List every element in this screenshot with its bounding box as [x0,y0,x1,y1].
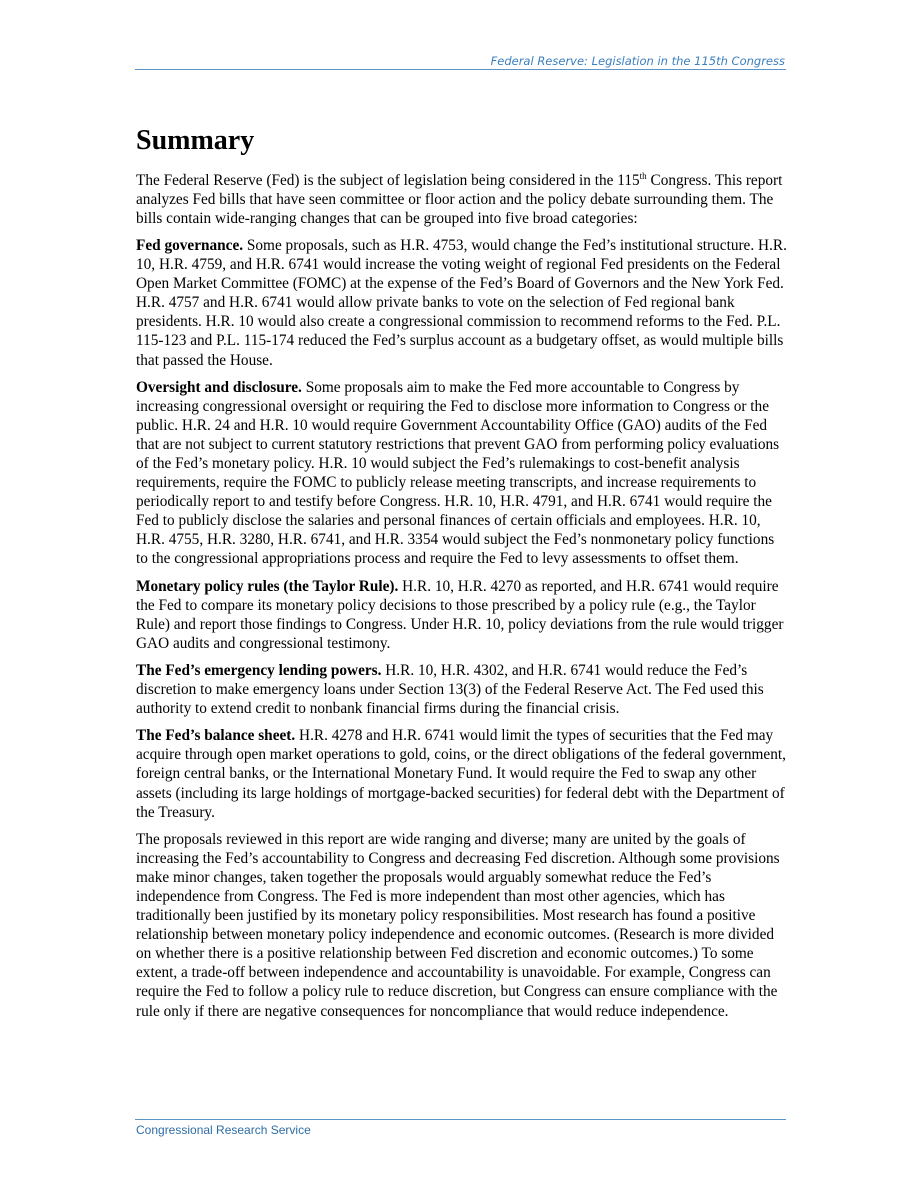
intro-text-end: Congress. This report analyzes Fed bills that have seen committee or floor action and the policy debate surrounding them. The bills contain wide-ranging changes that can be grouped into five broad categories: [136,171,783,227]
category-emergency-lending [136,661,788,718]
category-fed-governance [136,236,788,370]
running-header: Federal Reserve: Legislation in the 115th Congress [490,54,785,68]
category-heading: Oversight and disclosure. [136,378,302,396]
page-content [136,124,788,1029]
conclusion-paragraph: The proposals reviewed in this report are wide ranging and diverse; many are united by the goals of increasing the Fed’s accountability to Congress and decreasing Fed discretion. Although some provisions make minor changes, taken together the proposals would arguably somewhat reduce the Fed’s independence from Congress. The Fed is more independent than most other agencies, which has traditionally been justified by its monetary policy responsibilities. Most research has found a positive relationship between monetary policy independence and economic outcomes. (Research is more divided on whether there is a positive relationship between Fed discretion and economic outcomes.) To some extent, a trade-off between independence and accountability is unavoidable. For example, Congress can require the Fed to follow a policy rule to reduce discretion, but Congress can ensure compliance with the rule only if there are negative consequences for noncompliance that would reduce independence. [136,830,780,1020]
category-heading: The Fed’s emergency lending powers. [136,661,382,679]
category-oversight-disclosure [136,378,788,569]
page-title: Summary [136,125,255,156]
intro-text-start: The Federal Reserve (Fed) is the subject of legislation being considered in the 115 [136,171,640,189]
category-heading: The Fed’s balance sheet. [136,727,296,745]
category-text: H.R. 10, H.R. 4302, and H.R. 6741 would reduce the Fed’s discretion to make emergency loans under Section 13(3) of the Federal Reserve Act. The Fed used this authority to extend credit to nonbank financial firms during the financial crisis. [136,661,764,718]
ordinal-suffix: th [639,170,647,181]
category-heading: Fed governance. [136,236,244,254]
footer-organization: Congressional Research Service [136,1123,311,1137]
category-text: Some proposals, such as H.R. 4753, would change the Fed’s institutional structure. H.R. 10, H.R. 4759, and H.R. 6741 would increase the voting weight of regional Fed presidents on the Federal Open Market Committee (FOMC) at the expense of the Fed’s Board of Governors and the New York Fed. H.R. 4757 and H.R. 6741 would allow private banks to vote on the selection of Fed regional bank presidents. H.R. 10 would also create a congressional commission to recommend reforms to the Fed. P.L. 115-123 and P.L. 115-174 reduced the Fed’s surplus account as a budgetary offset, as would multiple bills that passed the House. [136,236,787,369]
category-text: H.R. 4278 and H.R. 6741 would limit the types of securities that the Fed may acquire through open market operations to gold, coins, or the direct obligations of the federal government, foreign central banks, or the International Monetary Fund. It would require the Fed to swap any other assets (including its large holdings of mortgage-backed securities) for federal debt with the Department of the Treasury. [136,727,786,821]
category-balance-sheet [136,726,788,821]
category-heading: Monetary policy rules (the Taylor Rule). [136,577,399,595]
category-text: Some proposals aim to make the Fed more accountable to Congress by increasing congressional oversight or requiring the Fed to disclose more information to Congress or the public. H.R. 24 and H.R. 10 would require Government Accountability Office (GAO) audits of the Fed that are not subject to current statutory restrictions that prevent GAO from performing policy evaluations of the Fed’s monetary policy. H.R. 10 would subject the Fed’s rulemakings to cost-benefit analysis requirements, require the FOMC to publicly release meeting transcripts, and increase requirements to periodically report to and testify before Congress. H.R. 10, H.R. 4791, and H.R. 6741 would require the Fed to publicly disclose the salaries and personal finances of certain officials and employees. H.R. 10, H.R. 4755, H.R. 3280, H.R. 6741, and H.R. 3354 would subject the Fed’s nonmonetary policy functions to the congressional appropriations process and require the Fed to levy assessments to offset them. [136,378,780,568]
header-rule [135,69,786,70]
footer-rule [135,1119,786,1120]
category-monetary-policy-rules [136,577,788,653]
category-text: H.R. 10, H.R. 4270 as reported, and H.R. 6741 would require the Fed to compare its monetary policy decisions to those prescribed by a policy rule (e.g., the Taylor Rule) and report those findings to Congress. Under H.R. 10, policy deviations from the rule would trigger GAO audits and congressional testimony. [136,577,784,652]
intro-paragraph [136,167,788,228]
